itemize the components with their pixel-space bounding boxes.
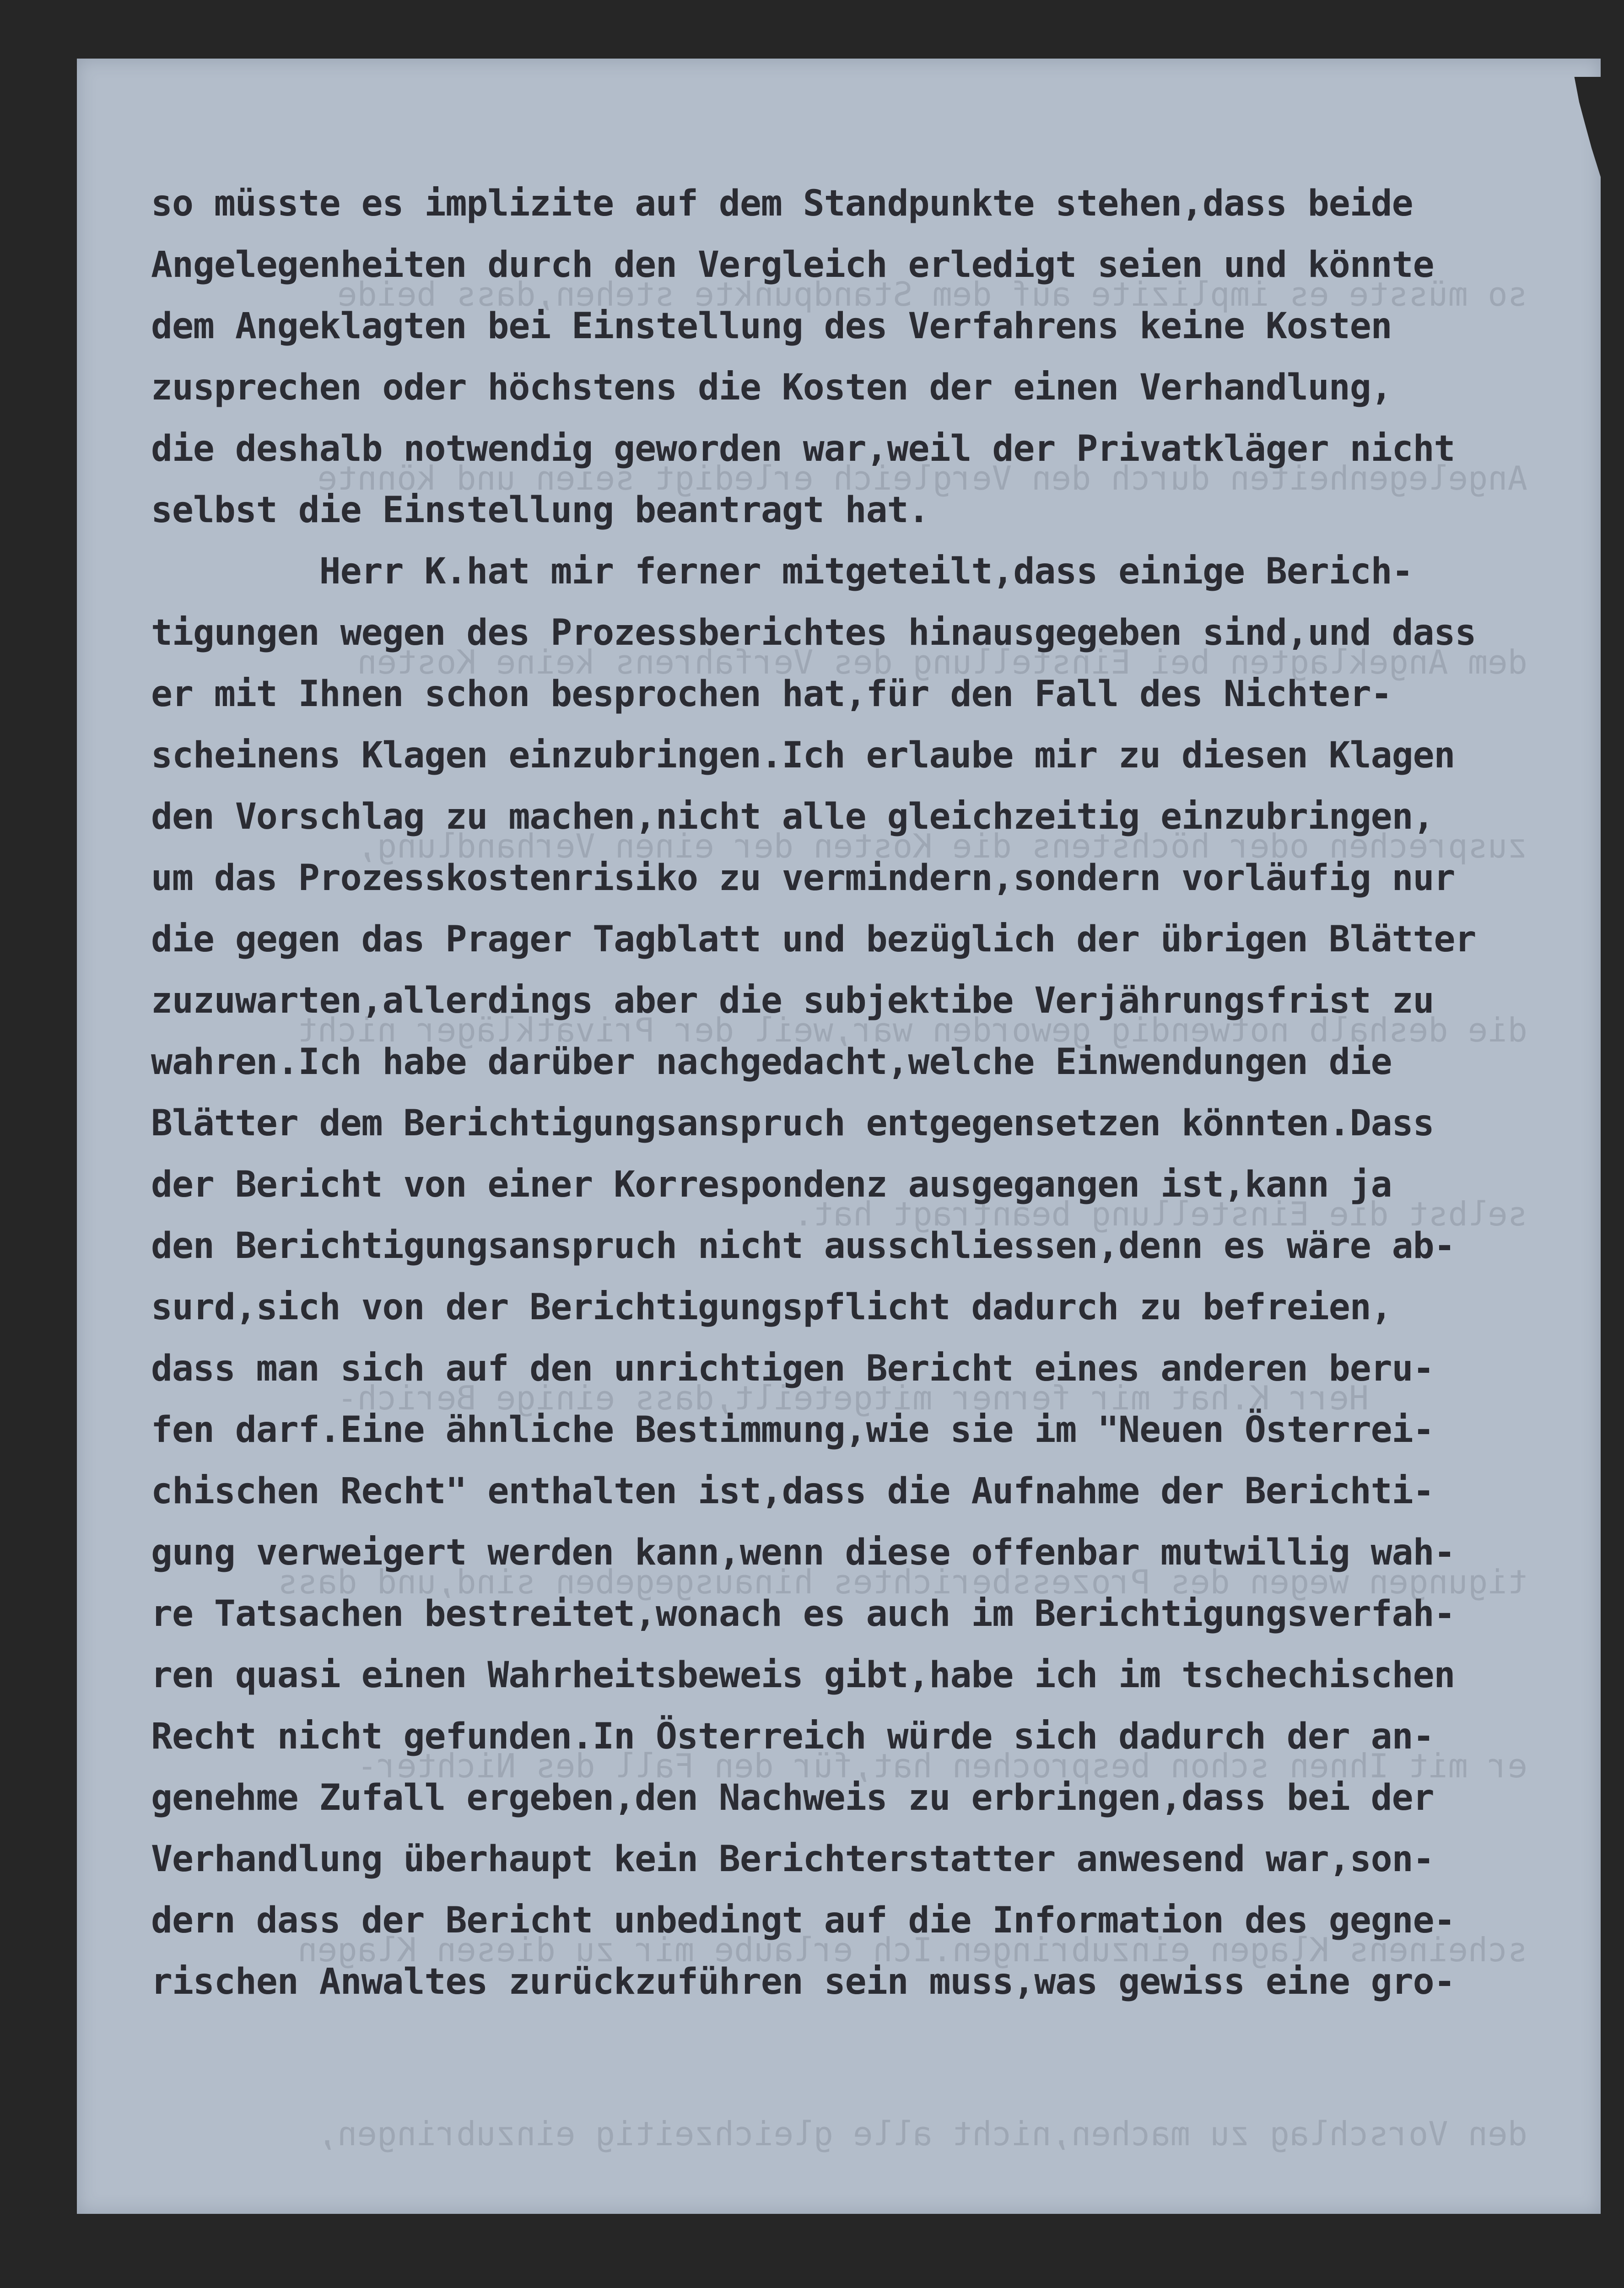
text-line: Recht nicht gefunden.In Österreich würde sich dadurch der an-: [151, 1716, 1434, 1757]
text-line: surd,sich von der Berichtigungspflicht dadurch zu befreien,: [151, 1287, 1392, 1328]
text-line: dem Angeklagten bei Einstellung des Verfahrens keine Kosten: [151, 306, 1392, 347]
text-line: der Bericht von einer Korrespondenz ausgegangen ist,kann ja: [151, 1164, 1392, 1205]
text-line: die deshalb notwendig geworden war,weil der Privatkläger nicht: [151, 428, 1455, 469]
text-line: Angelegenheiten durch den Vergleich erledigt seien und könnte: [151, 244, 1434, 286]
text-line: selbst die Einstellung beantragt hat.: [151, 490, 929, 531]
text-line: so müsste es implizite auf dem Standpunkte stehen,dass beide: [151, 183, 1413, 224]
text-line: chischen Recht" enthalten ist,dass die Aufnahme der Berichti-: [151, 1471, 1434, 1512]
text-line: ren quasi einen Wahrheitsbeweis gibt,habe ich im tschechischen: [151, 1655, 1455, 1696]
text-line: Herr K.hat mir ferner mitgeteilt,dass einige Berich-: [151, 551, 1413, 592]
text-line: die gegen das Prager Tagblatt und bezüglich der übrigen Blätter: [151, 919, 1476, 960]
text-line: dass man sich auf den unrichtigen Bericht eines anderen beru-: [151, 1348, 1434, 1389]
text-line: fen darf.Eine ähnliche Bestimmung,wie sie im "Neuen Österrei-: [151, 1409, 1434, 1451]
text-line: um das Prozesskostenrisiko zu vermindern,sondern vorläufig nur: [151, 858, 1455, 899]
typed-text-body: [151, 173, 1570, 2013]
text-line: wahren.Ich habe darüber nachgedacht,welche Einwendungen die: [151, 1041, 1392, 1083]
text-line: re Tatsachen bestreitet,wonach es auch im Berichtigungsverfah-: [151, 1593, 1455, 1635]
text-line: rischen Anwaltes zurückzuführen sein muss,was gewiss eine gro-: [151, 1961, 1455, 2002]
text-line: dern dass der Bericht unbedingt auf die Information des gegne-: [151, 1900, 1455, 1941]
text-line: zuzuwarten,allerdings aber die subjektibe Verjährungsfrist zu: [151, 980, 1434, 1021]
text-line: er mit Ihnen schon besprochen hat,für den Fall des Nichter-: [151, 674, 1392, 715]
text-line: Verhandlung überhaupt kein Berichterstatter anwesend war,son-: [151, 1839, 1434, 1880]
text-line: scheinens Klagen einzubringen.Ich erlaube mir zu diesen Klagen: [151, 735, 1455, 776]
text-line: zusprechen oder höchstens die Kosten der einen Verhandlung,: [151, 367, 1392, 408]
show-through-text: so müsste es implizite auf dem Standpunkte stehen,dass beide Angelegenheiten durch den Vergleich erledigt seien und könnte dem Angeklagten bei Einstellung des Verfahrens keine Kosten zusprechen oder höchstens die Kosten der einen Verhandlung, die deshalb notwendig geworden war,weil der Privatkläger nicht selbst die Einstellung beantragt hat. Herr K.hat mir ferner mitgeteilt,dass einige Berich- tigungen wegen des Prozessberichtes hinausgegeben sind,und dass er mit Ihnen schon besprochen hat,für den Fall des Nichter- scheinens Klagen einzubringen.Ich erlaube mir zu diesen Klagen den Vorschlag zu machen,nicht alle gleichzeitig einzubringen,: [278, 275, 1527, 2153]
text-line: tigungen wegen des Prozessberichtes hinausgegeben sind,und dass: [151, 612, 1476, 653]
text-line: den Berichtigungsanspruch nicht ausschliessen,denn es wäre ab-: [151, 1225, 1455, 1267]
text-line: Blätter dem Berichtigungsanspruch entgegensetzen könnten.Dass: [151, 1103, 1434, 1144]
text-line: den Vorschlag zu machen,nicht alle gleichzeitig einzubringen,: [151, 796, 1434, 837]
text-line: genehme Zufall ergeben,den Nachweis zu erbringen,dass bei der: [151, 1777, 1434, 1819]
text-line: gung verweigert werden kann,wenn diese offenbar mutwillig wah-: [151, 1532, 1455, 1573]
